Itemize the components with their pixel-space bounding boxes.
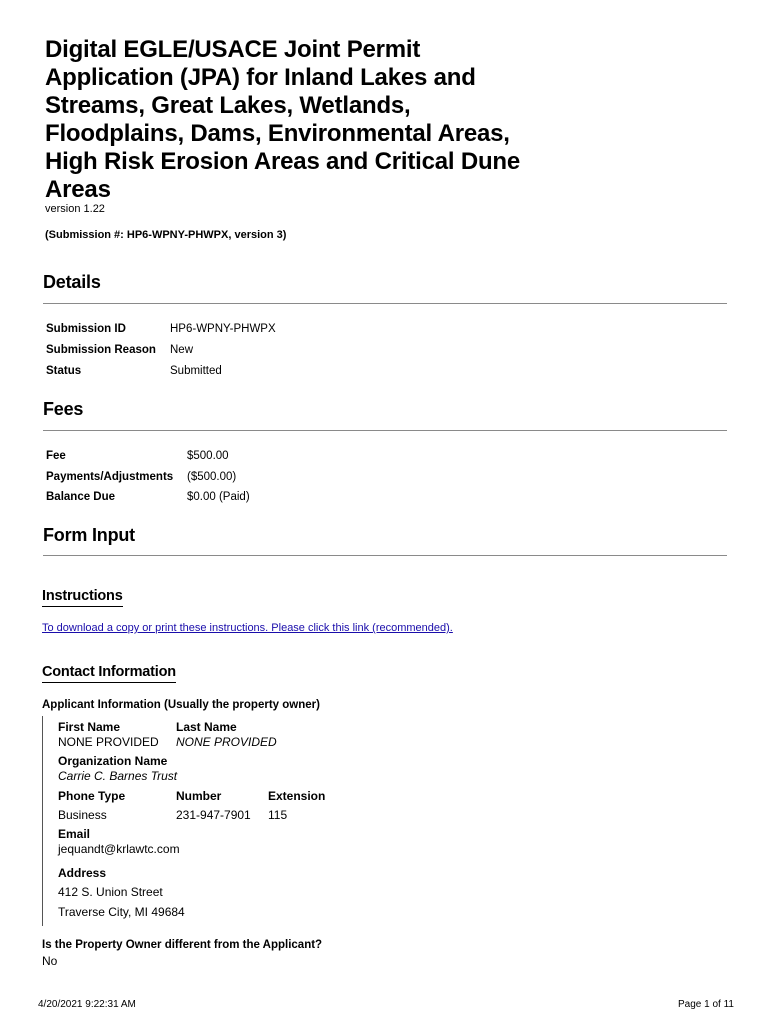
applicant-info-heading: Applicant Information (Usually the property owner) xyxy=(42,699,320,711)
last-name-value: NONE PROVIDED xyxy=(176,735,277,749)
organization-name-label: Organization Name xyxy=(58,754,168,768)
version-text: version 1.22 xyxy=(45,203,105,215)
first-name-value: NONE PROVIDED xyxy=(58,735,159,749)
fee-value: $500.00 xyxy=(187,450,229,462)
phone-extension-label: Extension xyxy=(268,789,326,803)
email-value: jequandt@krlawtc.com xyxy=(58,842,180,856)
phone-extension-value: 115 xyxy=(268,808,288,822)
first-name-label: First Name xyxy=(58,720,121,734)
address-line-1: 412 S. Union Street xyxy=(58,885,163,899)
form-input-heading: Form Input xyxy=(43,525,135,545)
title-line: Areas xyxy=(45,176,111,203)
title-line: Floodplains, Dams, Environmental Areas, xyxy=(45,120,510,147)
payments-value: ($500.00) xyxy=(187,471,237,483)
contact-info-heading: Contact Information xyxy=(42,664,176,683)
title-line: Digital EGLE/USACE Joint Permit xyxy=(45,36,421,63)
fees-divider xyxy=(43,430,727,431)
fees-heading: Fees xyxy=(43,399,84,419)
email-label: Email xyxy=(58,827,91,841)
fee-label: Fee xyxy=(46,450,66,462)
status-value: Submitted xyxy=(170,365,222,377)
submission-id-label: Submission ID xyxy=(46,323,126,335)
footer-timestamp: 4/20/2021 9:22:31 AM xyxy=(38,999,136,1010)
details-divider xyxy=(43,303,727,304)
organization-name-value: Carrie C. Barnes Trust xyxy=(58,769,178,783)
phone-type-label: Phone Type xyxy=(58,789,126,803)
details-heading: Details xyxy=(43,272,101,292)
address-line-2: Traverse City, MI 49684 xyxy=(58,905,185,919)
payments-label: Payments/Adjustments xyxy=(46,471,174,483)
submission-reason-value: New xyxy=(170,344,194,356)
title-line: High Risk Erosion Areas and Critical Dune xyxy=(45,148,521,175)
footer-page-number: Page 1 of 11 xyxy=(678,999,734,1010)
phone-number-value: 231-947-7901 xyxy=(176,808,251,822)
property-owner-answer: No xyxy=(42,954,58,968)
document-title xyxy=(45,36,605,204)
balance-due-value: $0.00 (Paid) xyxy=(187,491,250,503)
phone-number-label: Number xyxy=(176,789,222,803)
balance-due-label: Balance Due xyxy=(46,491,116,503)
submission-id-value: HP6-WPNY-PHWPX xyxy=(170,323,276,335)
phone-type-value: Business xyxy=(58,808,107,822)
submission-number: (Submission #: HP6-WPNY-PHWPX, version 3) xyxy=(45,229,287,241)
property-owner-question: Is the Property Owner different from the Applicant? xyxy=(42,939,323,951)
last-name-label: Last Name xyxy=(176,720,237,734)
instructions-link[interactable]: To download a copy or print these instructions. Please click this link (recommended). xyxy=(42,622,453,634)
status-label: Status xyxy=(46,365,82,377)
instructions-heading: Instructions xyxy=(42,588,123,607)
address-label: Address xyxy=(58,866,107,880)
applicant-group-border xyxy=(42,716,43,926)
submission-reason-label: Submission Reason xyxy=(46,344,156,356)
form-input-divider xyxy=(43,555,727,556)
title-line: Streams, Great Lakes, Wetlands, xyxy=(45,92,411,119)
title-line: Application (JPA) for Inland Lakes and xyxy=(45,64,476,91)
